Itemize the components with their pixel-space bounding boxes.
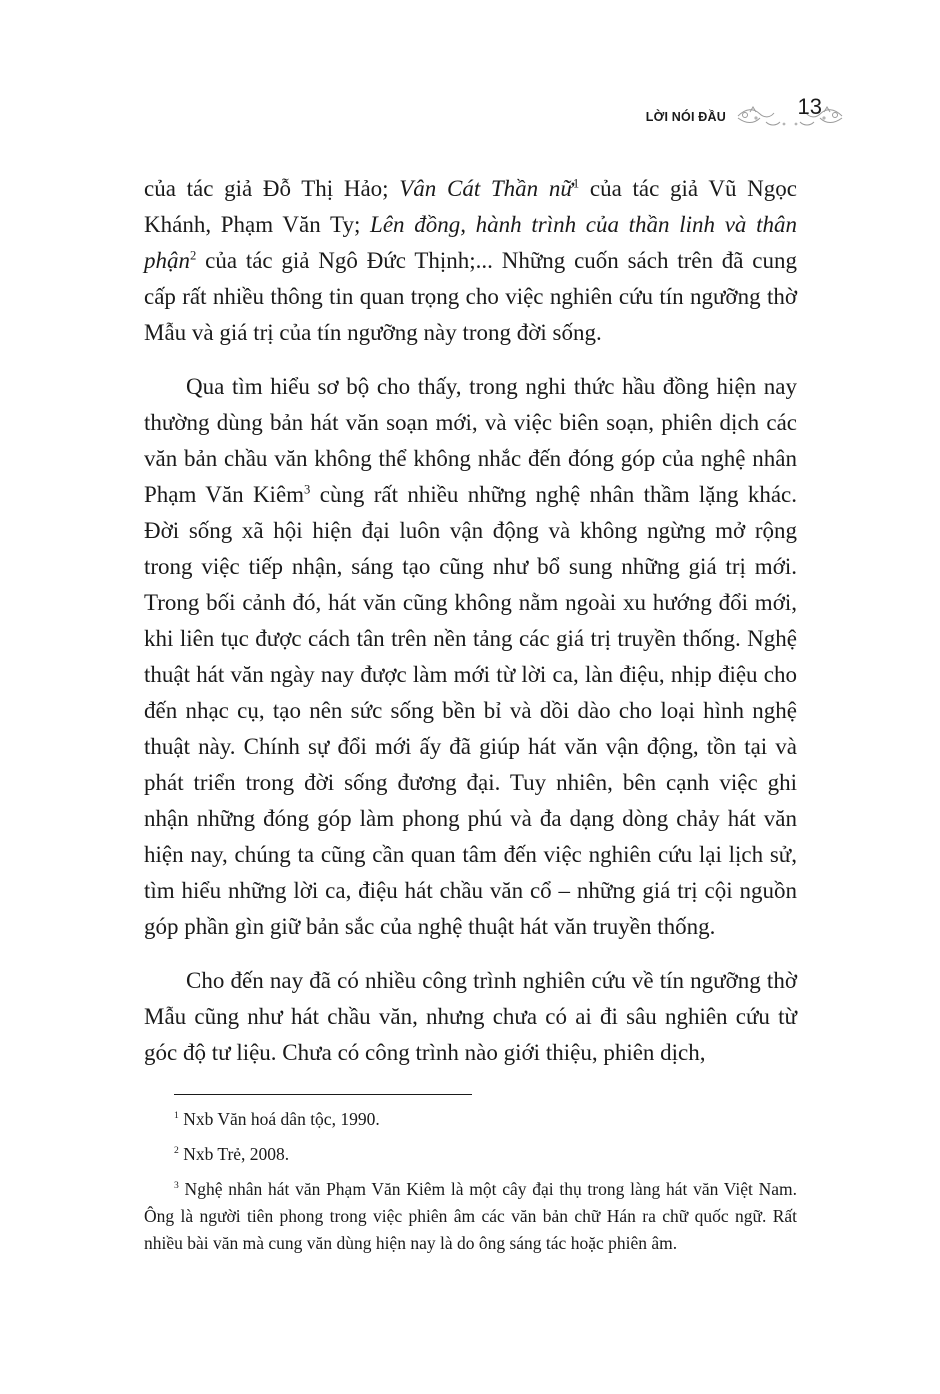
- paragraph-3: [144, 963, 797, 1071]
- book-title-italic: Vân Cát Thần nữ: [399, 176, 573, 201]
- text-run: của tác giả Vũ Ngọc Khánh, Phạm Văn Ty;: [144, 176, 797, 237]
- footnote-text: Nghệ nhân hát văn Phạm Văn Kiêm là một cây đại thụ trong làng hát văn Việt Nam. Ông là người tiên phong trong việc phiên âm các văn bản chữ Hán ra chữ quốc ngữ. Rất nhiều bài văn mà cung văn dùng hiện nay là do ông sáng tác hoặc phiên âm.: [144, 1179, 797, 1253]
- text-run: Cho đến nay đã có nhiều công trình nghiên cứu về tín ngưỡng thờ Mẫu cũng như hát chầu văn, nhưng chưa có ai đi sâu nghiên cứu từ góc độ tư liệu. Chưa có công trình nào giới thiệu, phiên dịch,: [144, 968, 797, 1065]
- footnote-marker: 3: [304, 482, 311, 497]
- text-run: Qua tìm hiểu sơ bộ cho thấy, trong nghi thức hầu đồng hiện nay thường dùng bản hát văn soạn mới, và việc biên soạn, phiên dịch các văn bản chầu văn không thể không nhắc đến đóng góp của nghệ nhân Phạm Văn Kiêm: [144, 374, 797, 507]
- footnote-2: [144, 1141, 797, 1168]
- text-run: cùng rất nhiều những nghệ nhân thầm lặng khác. Đời sống xã hội hiện đại luôn vận động và không ngừng mở rộng trong việc tiếp nhận, sáng tạo cũng như bổ sung những giá trị mới. Trong bối cảnh đó, hát văn cũng không nằm ngoài xu hướng đổi mới, khi liên tục được cách tân trên nền tảng các giá trị truyền thống. Nghệ thuật hát văn ngày nay được làm mới từ lời ca, làn điệu, nhịp điệu cho đến nhạc cụ, tạo nên sức sống bền bỉ và dồi dào cho loại hình nghệ thuật này. Chính sự đổi mới ấy đã giúp hát văn vận động, tồn tại và phát triển trong đời sống đương đại. Tuy nhiên, bên cạnh việc ghi nhận những đóng góp làm phong phú và đa dạng dòng chảy hát văn hiện nay, chúng ta cũng cần quan tâm đến việc nghiên cứu lại lịch sử, tìm hiểu những lời ca, điệu hát chầu văn cổ – những giá trị cội nguồn góp phần gìn giữ bản sắc của nghệ thuật hát văn truyền thống.: [144, 482, 797, 939]
- footnote-3: [144, 1176, 797, 1257]
- text-run: của tác giả Đỗ Thị Hảo;: [144, 176, 400, 201]
- footnote-text: Nxb Văn hoá dân tộc, 1990.: [178, 1109, 380, 1129]
- footnote-marker: 2: [190, 248, 197, 263]
- footnote-divider: [174, 1094, 472, 1095]
- floral-ornament-icon: [736, 100, 844, 130]
- paragraph-1: [144, 171, 797, 351]
- page-number: 13: [797, 94, 822, 119]
- text-run: của tác giả Ngô Đức Thịnh;... Những cuốn sách trên đã cung cấp rất nhiều thông tin quan trọng cho việc nghiên cứu tín ngưỡng thờ Mẫu và giá trị của tín ngưỡng này trong đời sống.: [144, 248, 797, 345]
- footnote-number: 2: [174, 1145, 179, 1157]
- footnote-number: 3: [174, 1180, 179, 1192]
- footnotes: [144, 1106, 797, 1265]
- footnote-1: [144, 1106, 797, 1133]
- book-title-italic: Lên đồng, hành trình của thần linh và thân phận: [144, 212, 797, 273]
- footnote-marker: 1: [572, 176, 580, 191]
- section-title: LỜI NÓI ĐẦU: [645, 110, 726, 124]
- paragraph-2: [144, 369, 797, 945]
- body-text: [144, 171, 797, 1071]
- footnote-text: Nxb Trẻ, 2008.: [178, 1144, 290, 1164]
- footnote-number: 1: [174, 1110, 179, 1122]
